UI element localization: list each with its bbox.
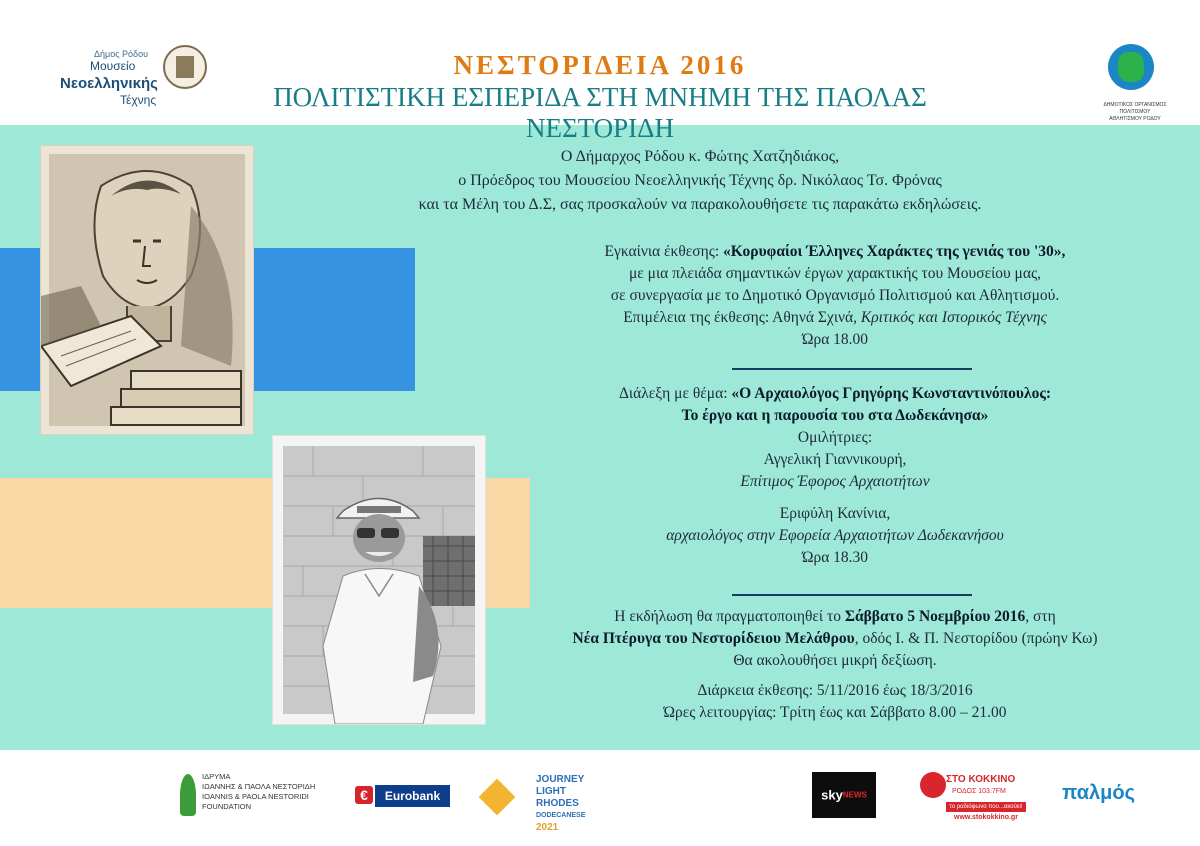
eurobank-mark-icon: € bbox=[355, 786, 373, 804]
event-suffix: , στη bbox=[1025, 608, 1056, 625]
exhibition-line: σε συνεργασία με το Δημοτικό Οργανισμό Πολιτισμού και Αθλητισμού. bbox=[610, 287, 1060, 304]
journey-to-light-logo bbox=[478, 772, 588, 832]
torch-icon bbox=[180, 774, 196, 816]
foundation-line: ΙΔΡΥΜΑ bbox=[202, 772, 231, 781]
museum-logo-line2: Μουσείο bbox=[90, 59, 136, 73]
museum-logo-line4: Τέχνης bbox=[120, 93, 157, 107]
lecture-title-line bbox=[520, 383, 1150, 405]
curator-prefix: Επιμέλεια της έκθεσης: Αθηνά Σχινά, bbox=[623, 309, 861, 326]
journey-line: LIGHT bbox=[536, 786, 566, 797]
journey-year: 2021 bbox=[536, 822, 559, 833]
event-address: , οδός Ι. & Π. Νεστορίδου (πρώην Κω) bbox=[854, 630, 1098, 647]
speaker-name: Αγγελική Γιαννικουρή, bbox=[763, 451, 907, 468]
speaker-role-text: αρχαιολόγος στην Εφορεία Αρχαιοτήτων Δωδεκανήσου bbox=[666, 527, 1004, 544]
exhibition-duration: Διάρκεια έκθεσης: 5/11/2016 έως 18/3/2016 bbox=[697, 682, 973, 699]
skynews-news: NEWS bbox=[842, 790, 867, 800]
stokokkino-logo bbox=[920, 770, 1030, 826]
event-venue-line bbox=[520, 628, 1150, 650]
exhibition-curator bbox=[520, 307, 1150, 329]
journey-line: DODECANESE bbox=[536, 812, 586, 819]
kokkino-frequency: ΡΟΔΟΣ 103.7FM bbox=[952, 788, 1006, 795]
skynews-sky: sky bbox=[821, 787, 843, 803]
speaker-photo-image bbox=[272, 435, 486, 725]
speakers-label: Ομιλήτριες: bbox=[797, 429, 873, 446]
museum-seal-icon bbox=[163, 45, 207, 89]
section-divider bbox=[732, 594, 972, 596]
speaker-role bbox=[520, 471, 1150, 493]
exhibition-time: Ώρα 18.00 bbox=[801, 331, 869, 348]
exhibition-prefix: Εγκαίνια έκθεσης: bbox=[604, 243, 724, 260]
page-subtitle: ΠΟΛΙΤΙΣΤΙΚΗ ΕΣΠΕΡΙΔΑ ΣΤΗ ΜΝΗΜΗ ΤΗΣ ΠΑΟΛΑΣ ΝΕΣΤΟΡΙΔΗ bbox=[273, 82, 927, 143]
radio-icon bbox=[920, 772, 946, 798]
palmos-logo bbox=[1062, 782, 1157, 812]
dopar-logo-line1: ΔΗΜΟΤΙΚΟΣ ΟΡΓΑΝΙΣΜΟΣ ΠΟΛΙΤΙΣΜΟΥ bbox=[1103, 102, 1167, 115]
dopar-emblem-icon bbox=[1108, 44, 1154, 90]
speaker-role-text: Επίτιμος Έφορος Αρχαιοτήτων bbox=[740, 473, 930, 490]
journey-logo-text bbox=[536, 774, 585, 834]
opening-hours: Ώρες λειτουργίας: Τρίτη έως και Σάββατο 8.00 – 21.00 bbox=[663, 704, 1007, 721]
museum-logo-line1: Δήμος Ρόδου bbox=[94, 49, 148, 59]
event-reception: Θα ακολουθήσει μικρή δεξίωση. bbox=[733, 652, 937, 669]
dopar-logo-text bbox=[1090, 102, 1180, 123]
foundation-line: ΙΩΑΝΝΗΣ & ΠΑΟΛΑ ΝΕΣΤΟΡΙΔΗ bbox=[202, 782, 316, 791]
museum-logo bbox=[60, 45, 210, 115]
museum-logo-line3: Νεοελληνικής bbox=[60, 75, 158, 92]
foundation-line: IOANNIS & PAOLA NESTORIDI bbox=[202, 792, 309, 801]
invitation-line: Ο Δήμαρχος Ρόδου κ. Φώτης Χατζηδιάκος, bbox=[560, 148, 840, 165]
invitation-text bbox=[250, 145, 1150, 217]
invitation-line: ο Πρόεδρος του Μουσείου Νεοελληνικής Τέχνης δρ. Νικόλαος Τσ. Φρόνας bbox=[458, 172, 942, 189]
foundation-line: FOUNDATION bbox=[202, 802, 252, 811]
exhibition-title: «Κορυφαίοι Έλληνες Χαράκτες της γενιάς του '30», bbox=[723, 243, 1066, 260]
speaker-name: Εριφύλη Κανίνια, bbox=[779, 505, 891, 522]
event-section bbox=[520, 606, 1150, 724]
lecture-time: Ώρα 18.30 bbox=[801, 549, 869, 566]
eurobank-text: Eurobank bbox=[375, 785, 450, 807]
lecture-prefix: Διάλεξη με θέμα: bbox=[618, 385, 732, 402]
event-venue: Νέα Πτέρυγα του Νεστορίδειου Μελάθρου bbox=[572, 630, 855, 647]
lecture-title-line2 bbox=[520, 405, 1150, 427]
curator-role: Κριτικός και Ιστορικός Τέχνης bbox=[860, 309, 1047, 326]
event-prefix: Η εκδήλωση θα πραγματοποιηθεί το bbox=[614, 608, 845, 625]
exhibition-line: με μια πλειάδα σημαντικών έργων χαρακτικής του Μουσείου μας, bbox=[628, 265, 1041, 282]
skynews-logo bbox=[812, 772, 876, 818]
lecture-section bbox=[520, 383, 1150, 569]
journey-line: JOURNEY bbox=[536, 774, 585, 785]
exhibition-title-line bbox=[520, 241, 1150, 263]
nestoridi-foundation-logo bbox=[180, 770, 320, 820]
kokkino-slogan: το ραδιόφωνο που...ακούει! bbox=[946, 802, 1026, 812]
section-divider bbox=[732, 368, 972, 370]
journey-line: RHODES bbox=[536, 798, 579, 809]
foundation-logo-text bbox=[202, 772, 315, 812]
lecture-title: «Ο Αρχαιολόγος Γρηγόρης Κωνσταντινόπουλος: bbox=[731, 385, 1052, 402]
event-date: Σάββατο 5 Νοεμβρίου 2016 bbox=[844, 608, 1026, 625]
kokkino-name: ΣΤΟ ΚΟΚΚΙΝΟ bbox=[946, 774, 1016, 785]
event-date-line bbox=[520, 606, 1150, 628]
palmos-text: παλμός bbox=[1062, 782, 1136, 804]
speaker-role bbox=[520, 525, 1150, 547]
engraving-artwork-image bbox=[40, 145, 254, 435]
dopar-logo bbox=[1100, 42, 1170, 122]
eurobank-logo bbox=[355, 785, 450, 807]
dopar-logo-line2: ΑΘΛΗΤΙΣΜΟΥ ΡΟΔΟΥ bbox=[1109, 116, 1161, 122]
lecture-title-2: Το έργο και η παρουσία του στα Δωδεκάνησα» bbox=[681, 407, 989, 424]
kokkino-url: www.stokokkino.gr bbox=[954, 814, 1018, 821]
exhibition-section bbox=[520, 241, 1150, 351]
diamond-icon bbox=[479, 779, 516, 816]
invitation-line: και τα Μέλη του Δ.Σ, σας προσκαλούν να παρακολουθήσετε τις παρακάτω εκδηλώσεις. bbox=[418, 196, 982, 213]
page-title: ΝΕΣΤΟΡΙΔΕΙΑ 2016 bbox=[453, 50, 747, 80]
